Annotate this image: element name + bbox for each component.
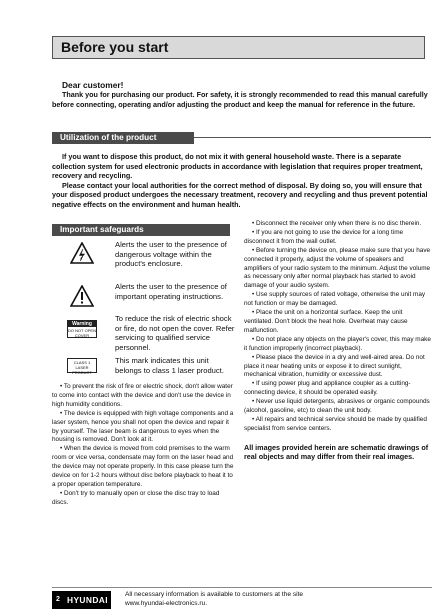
- list-item: • Place the unit on a horizontal surface. Keep the unit ventilated. Don't block the heat hole. Overheat may cause malfunction.: [244, 309, 408, 334]
- symbol-description: Alerts the user to the presence of dangerous voltage within the product's enclosure.: [115, 240, 227, 269]
- list-item: • Disconnect the receiver only when there is no disc therein.: [252, 220, 422, 227]
- list-item: • If using power plug and appliance coupler as a cutting-connecting device, it should be operated easily.: [244, 380, 411, 397]
- safeguards-right-column: [244, 220, 432, 462]
- list-item: • Please place the device in a dry and well-aired area. Do not place it near heating units or expose it to direct sunlight, mechanical vibration, humidity or excessive dust.: [244, 353, 425, 379]
- laser-label-icon: [52, 358, 112, 373]
- warning-label-icon: [52, 320, 112, 338]
- utilization-heading: Utilization of the product: [52, 132, 194, 144]
- symbol-description: Alerts the user to the presence of important operating instructions.: [115, 282, 227, 301]
- images-note: All images provided herein are schematic drawings of real objects and may differ from their real images.: [244, 442, 429, 462]
- list-item: • To prevent the risk of fire or electric shock, don't allow water to come into contact with the device and don't use the device in high humidity conditions.: [52, 383, 233, 408]
- page-title: Before you start: [52, 36, 425, 59]
- utilization-paragraph: Please contact your local authorities for the correct method of disposal. By doing so, you will ensure that your disposed product undergoes the necessary treatment, recovery and recycling and thus prevent potential negative effects on the environment and human health.: [52, 180, 428, 209]
- warning-label-subtitle: DO NOT OPEN COVER: [68, 328, 96, 338]
- footer-text: [125, 591, 303, 609]
- footer-website: www.hyundai-electronics.ru.: [124, 599, 208, 607]
- greeting: Dear customer!: [62, 80, 124, 90]
- list-item: • Before turning the device on, please make sure that you have connected it properly, adjust the volume of speakers and amplifiers of your radio system to the minimum. Adjust the volume as necessary only after normal playback has started to avoid damage of your audio system.: [244, 246, 431, 290]
- list-item: • The device is equipped with high voltage components and a laser system, hence you shall not open the device and repair it by yourself. The laser beam is dangerous to eyes when the housing is removed. Don't look at it.: [52, 409, 234, 444]
- lightning-triangle-icon: [52, 242, 112, 264]
- laser-label-text: CLASS 1 LASER PRODUCT: [67, 358, 97, 373]
- safeguards-left-column: [52, 383, 234, 508]
- list-item: • All repairs and technical service should be made by qualified specialist from service centers.: [244, 415, 427, 432]
- safeguards-heading: Important safeguards: [52, 224, 230, 236]
- intro-body: Thank you for purchasing our product. For safety, it is strongly recommended to read this manual carefully before connecting, operating and/or adjusting the product and keep the manual for reference in the future.: [52, 90, 428, 109]
- intro-section: [52, 80, 432, 110]
- footer-divider: [52, 587, 432, 588]
- utilization-section: [52, 152, 432, 210]
- list-item: • Never use liquid detergents, abrasives or organic compounds (alcohol, gasoline, etc) to clean the unit body.: [244, 398, 430, 415]
- page-number: 2: [52, 591, 64, 609]
- footer: [52, 591, 432, 611]
- list-item: • Use supply sources of rated voltage, otherwise the unit may not function or may be damaged.: [244, 291, 426, 308]
- symbol-description: To reduce the risk of electric shock or fire, do not open the cover. Refer servicing to qualified service personnel.: [115, 314, 235, 352]
- footer-line: All necessary information is available to customers at the site: [124, 591, 304, 598]
- brand-logo: HYUNDAI: [64, 591, 111, 609]
- section-divider: [194, 137, 431, 138]
- exclamation-triangle-icon: [52, 285, 112, 307]
- utilization-paragraph: If you want to dispose this product, do not mix it with general household waste. There is a separate collection system for used electronic products in accordance with legislation that requires proper treatment, recovery and recycling.: [52, 152, 423, 181]
- list-item: • Don't try to manually open or close the disc tray to load discs.: [52, 489, 220, 506]
- list-item: • When the device is moved from cold premises to the warm room or vice versa, condensate may form on the laser head and the device may not operate properly. In this case please turn the device on for 1-2 hours without disc before playback to heat it to a proper operation temperature.: [52, 445, 234, 488]
- list-item: • If you are not going to use the device for a long time disconnect it from the wall outlet.: [244, 228, 404, 245]
- symbol-description: This mark indicates this unit belongs to class 1 laser product.: [115, 356, 224, 375]
- warning-label-title: Warning: [68, 321, 96, 327]
- list-item: • Do not place any objects on the player's cover, this may make it function improperly (incorrect playback).: [244, 335, 431, 352]
